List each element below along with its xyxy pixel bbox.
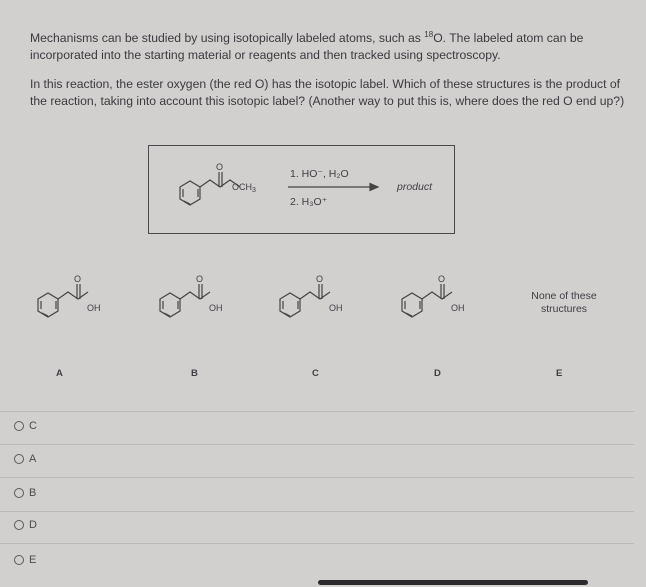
choice-c-structure	[270, 272, 360, 332]
choice-c-label: C	[312, 368, 319, 379]
option-label: C	[29, 420, 37, 432]
answer-option-e[interactable]	[14, 550, 36, 570]
divider	[0, 411, 634, 412]
svg-text:O: O	[438, 274, 446, 284]
isotope-superscript: 18	[424, 29, 434, 39]
choice-b-structure	[150, 272, 240, 332]
hydroxyl-label: OH	[209, 303, 223, 313]
choice-d-structure	[392, 272, 482, 332]
hydroxyl-label: OH	[451, 303, 465, 313]
divider	[0, 543, 634, 544]
divider	[0, 477, 634, 478]
svg-text:O: O	[74, 274, 82, 284]
choice-b-label: B	[191, 368, 198, 379]
question-paragraph-2: In this reaction, the ester oxygen (the red O) has the isotopic label. Which of these structures is the product of the reaction, taking into account this isotopic label? (Another way to put this is, where does the red O end up?)	[30, 77, 625, 108]
choice-e-text: None of these structures	[531, 290, 597, 315]
hydroxyl-label: OH	[87, 303, 101, 313]
divider	[0, 444, 634, 445]
reaction-arrow	[288, 182, 380, 192]
answer-option-d[interactable]	[14, 515, 37, 535]
option-label: B	[29, 487, 37, 499]
option-label: D	[29, 519, 37, 531]
ester-group-label: OCH	[232, 182, 252, 192]
starting-ester-structure	[170, 160, 270, 220]
divider	[0, 511, 634, 512]
choice-a-label: A	[56, 368, 63, 379]
question-text: O. The labeled atom can be incorporated into the starting material or reagents and then tracked using spectroscopy.	[30, 31, 584, 62]
hydroxyl-label: OH	[329, 303, 343, 313]
radio-button[interactable]	[14, 520, 24, 530]
ester-subscript: 3	[252, 187, 256, 194]
product-label: product	[397, 181, 433, 193]
radio-button[interactable]	[14, 454, 24, 464]
horizontal-scrollbar[interactable]	[318, 580, 588, 585]
radio-button[interactable]	[14, 488, 24, 498]
reagent-step-1: 1. HO⁻, H₂O	[290, 168, 349, 180]
choice-e-label: E	[556, 368, 563, 379]
answer-option-a[interactable]	[14, 449, 36, 469]
svg-text:O: O	[196, 274, 204, 284]
radio-button[interactable]	[14, 555, 24, 565]
reagent-step-2: 2. H₃O⁺	[290, 196, 328, 208]
svg-text:O: O	[316, 274, 324, 284]
radio-button[interactable]	[14, 421, 24, 431]
answer-option-c[interactable]	[14, 416, 37, 436]
svg-text:O: O	[216, 162, 224, 172]
choice-d-label: D	[434, 368, 441, 379]
question-text: Mechanisms can be studied by using isotopically labeled atoms, such as	[30, 31, 425, 45]
question-paragraph-1	[30, 30, 630, 64]
option-label: E	[29, 554, 37, 566]
option-label: A	[29, 453, 37, 465]
choice-a-structure	[28, 272, 118, 332]
answer-option-b[interactable]	[14, 483, 36, 503]
